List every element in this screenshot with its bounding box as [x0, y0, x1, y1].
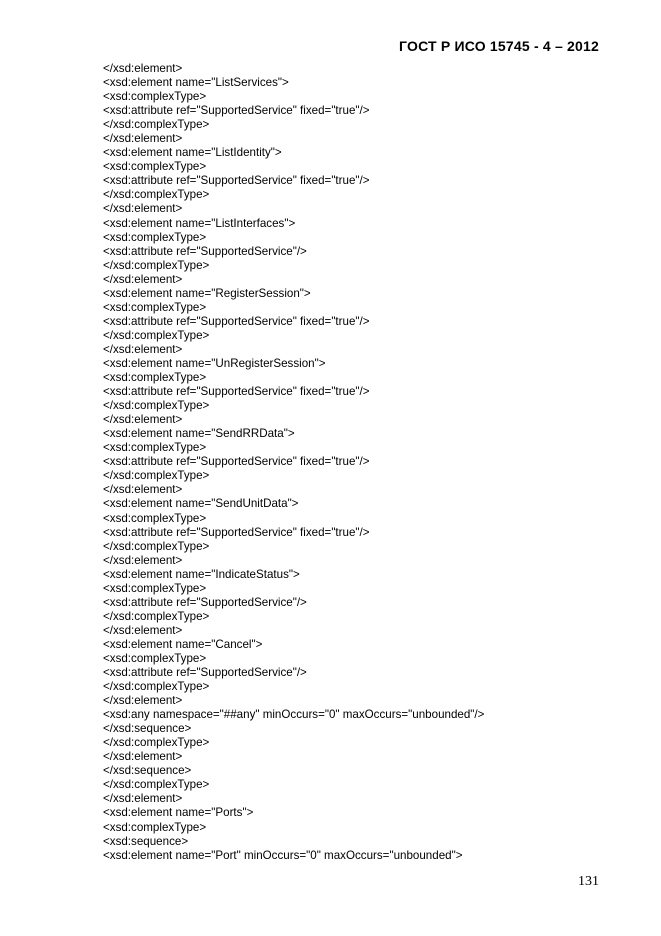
code-line: </xsd:sequence> — [103, 722, 192, 736]
code-line: <xsd:any namespace="##any" minOccurs="0" maxOccurs="unbounded"/> — [103, 708, 485, 722]
code-line: </xsd:complexType> — [103, 188, 210, 202]
code-line: <xsd:element name="ListServices"> — [103, 76, 289, 90]
code-line: <xsd:element name="UnRegisterSession"> — [103, 356, 326, 370]
code-line: <xsd:complexType> — [103, 581, 207, 595]
code-line: </xsd:complexType> — [103, 736, 210, 750]
page-header-standard: ГОСТ Р ИСО 15745 - 4 – 2012 — [399, 38, 599, 54]
code-line: </xsd:element> — [103, 62, 183, 75]
code-line: </xsd:complexType> — [103, 258, 210, 272]
code-line: <xsd:element name="ListInterfaces"> — [103, 216, 296, 230]
code-line: <xsd:element name="IndicateStatus"> — [103, 567, 300, 581]
code-line: <xsd:complexType> — [103, 441, 207, 455]
xsd-code-listing — [103, 62, 623, 863]
code-line: <xsd:complexType> — [103, 651, 207, 665]
code-line: </xsd:complexType> — [103, 399, 210, 413]
code-line: <xsd:attribute ref="SupportedService"/> — [103, 595, 307, 609]
code-line: <xsd:complexType> — [103, 230, 207, 244]
code-line: </xsd:complexType> — [103, 328, 210, 342]
code-line: </xsd:element> — [103, 272, 183, 286]
code-line: <xsd:attribute ref="SupportedService" fixed="true"/> — [103, 455, 370, 469]
code-line: <xsd:complexType> — [103, 371, 207, 385]
code-line: </xsd:element> — [103, 792, 183, 806]
page-number: 131 — [578, 874, 599, 889]
code-line: </xsd:sequence> — [103, 764, 192, 778]
code-line: <xsd:element name="Cancel"> — [103, 637, 263, 651]
code-line: <xsd:attribute ref="SupportedService"/> — [103, 666, 307, 680]
code-line: </xsd:element> — [103, 694, 183, 708]
code-line: <xsd:element name="Port" minOccurs="0" maxOccurs="unbounded"> — [103, 848, 463, 862]
code-line: </xsd:element> — [103, 483, 183, 497]
code-line: </xsd:element> — [103, 202, 183, 216]
code-line: </xsd:element> — [103, 750, 183, 764]
code-line: </xsd:complexType> — [103, 778, 210, 792]
code-line: </xsd:element> — [103, 553, 183, 567]
code-line: </xsd:element> — [103, 132, 183, 146]
code-line: <xsd:element name="SendRRData"> — [103, 427, 295, 441]
code-line: </xsd:complexType> — [103, 680, 210, 694]
code-line: </xsd:element> — [103, 413, 183, 427]
code-line: <xsd:complexType> — [103, 511, 207, 525]
code-line: </xsd:complexType> — [103, 118, 210, 132]
code-line: <xsd:element name="SendUnitData"> — [103, 497, 299, 511]
code-line: <xsd:attribute ref="SupportedService"/> — [103, 244, 307, 258]
code-line: <xsd:complexType> — [103, 820, 207, 834]
code-line: <xsd:complexType> — [103, 160, 207, 174]
code-line: <xsd:complexType> — [103, 90, 207, 104]
code-line: <xsd:element name="RegisterSession"> — [103, 286, 311, 300]
code-line: <xsd:attribute ref="SupportedService" fixed="true"/> — [103, 525, 370, 539]
code-line: <xsd:complexType> — [103, 300, 207, 314]
code-line: <xsd:attribute ref="SupportedService" fixed="true"/> — [103, 174, 370, 188]
code-line: <xsd:element name="Ports"> — [103, 806, 254, 820]
code-line: <xsd:attribute ref="SupportedService" fixed="true"/> — [103, 104, 370, 118]
code-line: <xsd:attribute ref="SupportedService" fixed="true"/> — [103, 314, 370, 328]
code-line: </xsd:element> — [103, 342, 183, 356]
code-line: </xsd:complexType> — [103, 609, 210, 623]
code-line: </xsd:complexType> — [103, 539, 210, 553]
code-line: </xsd:complexType> — [103, 469, 210, 483]
code-line: <xsd:element name="ListIdentity"> — [103, 146, 282, 160]
code-line: </xsd:element> — [103, 623, 183, 637]
code-line: <xsd:sequence> — [103, 834, 189, 848]
code-line: <xsd:attribute ref="SupportedService" fixed="true"/> — [103, 385, 370, 399]
